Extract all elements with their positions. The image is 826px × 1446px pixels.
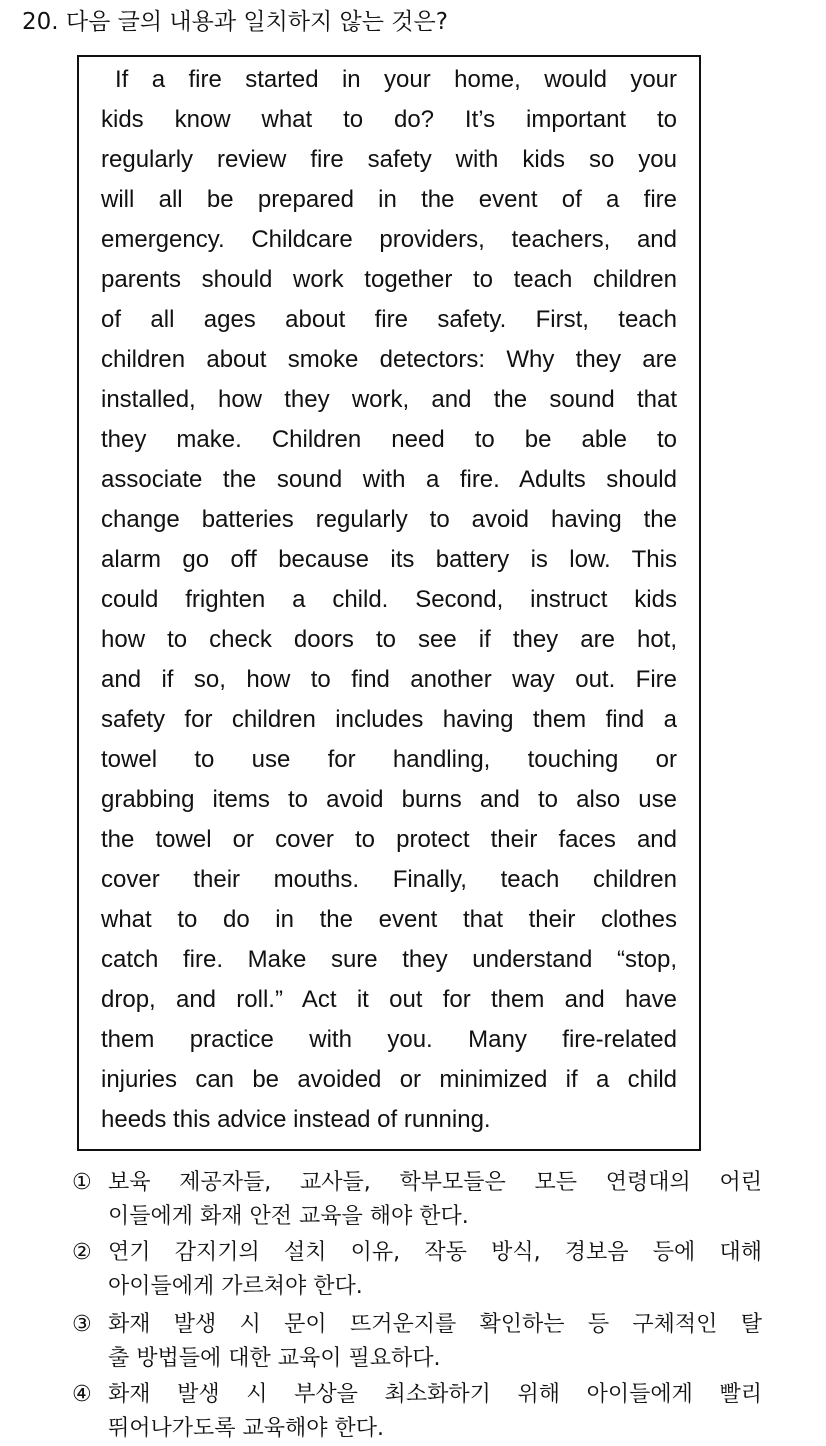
- choice-text: 보육 제공자들, 교사들, 학부모들은 모든 연령대의 어린: [108, 1170, 762, 1195]
- choice-text-continued: 출 방법들에 대한 교육이 필요하다.: [108, 1346, 441, 1371]
- choice-text: 화재 발생 시 부상을 최소화하기 위해 아이들에게 빨리: [108, 1382, 762, 1407]
- passage-line: alarm go off because its battery is low. This: [101, 546, 677, 573]
- passage-line: catch fire. Make sure they understand “stop,: [101, 946, 677, 973]
- passage-line: will all be prepared in the event of a fire: [101, 186, 677, 213]
- passage-line: what to do in the event that their clothes: [101, 906, 677, 933]
- passage-line: of all ages about fire safety. First, teach: [101, 306, 677, 333]
- choice-number: ①: [72, 1170, 92, 1195]
- choice-text: 연기 감지기의 설치 이유, 작동 방식, 경보음 등에 대해: [108, 1240, 762, 1265]
- passage-line: associate the sound with a fire. Adults should: [101, 466, 677, 493]
- choice-number: ④: [72, 1382, 92, 1407]
- choice-text-continued: 아이들에게 가르쳐야 한다.: [108, 1274, 363, 1299]
- passage-line: regularly review fire safety with kids so you: [101, 146, 677, 173]
- passage-line: heeds this advice instead of running.: [101, 1106, 491, 1133]
- passage-line: them practice with you. Many fire-related: [101, 1026, 677, 1053]
- passage-line: installed, how they work, and the sound that: [101, 386, 677, 413]
- choice-4[interactable]: [72, 1378, 762, 1446]
- passage-line: and if so, how to find another way out. Fire: [101, 666, 677, 693]
- passage-line: parents should work together to teach children: [101, 266, 677, 293]
- passage-line: injuries can be avoided or minimized if a child: [101, 1066, 677, 1093]
- passage-line: change batteries regularly to avoid having the: [101, 506, 677, 533]
- passage-line: If a fire started in your home, would your: [115, 66, 677, 93]
- passage-line: the towel or cover to protect their faces and: [101, 826, 677, 853]
- choice-1[interactable]: [72, 1166, 762, 1234]
- choice-2[interactable]: [72, 1236, 762, 1304]
- passage-line: they make. Children need to be able to: [101, 426, 677, 453]
- passage-line: emergency. Childcare providers, teachers, and: [101, 226, 677, 253]
- choice-text-continued: 이들에게 화재 안전 교육을 해야 한다.: [108, 1204, 469, 1229]
- passage-text: [101, 60, 677, 1140]
- choice-text-continued: 뛰어나가도록 교육해야 한다.: [108, 1416, 385, 1441]
- passage-line: drop, and roll.” Act it out for them and have: [101, 986, 677, 1013]
- passage-line: how to check doors to see if they are hot,: [101, 626, 677, 653]
- passage-line: children about smoke detectors: Why they are: [101, 346, 677, 373]
- passage-line: kids know what to do? It’s important to: [101, 106, 677, 133]
- passage-line: grabbing items to avoid burns and to also use: [101, 786, 677, 813]
- question-title: 20. 다음 글의 내용과 일치하지 않는 것은?: [22, 9, 448, 35]
- passage-line: safety for children includes having them find a: [101, 706, 677, 733]
- passage-line: towel to use for handling, touching or: [101, 746, 677, 773]
- choice-number: ③: [72, 1312, 92, 1337]
- choice-text: 화재 발생 시 문이 뜨거운지를 확인하는 등 구체적인 탈: [108, 1312, 762, 1337]
- choice-number: ②: [72, 1240, 92, 1265]
- passage-line: could frighten a child. Second, instruct kids: [101, 586, 677, 613]
- passage-line: cover their mouths. Finally, teach children: [101, 866, 677, 893]
- choice-3[interactable]: [72, 1308, 762, 1376]
